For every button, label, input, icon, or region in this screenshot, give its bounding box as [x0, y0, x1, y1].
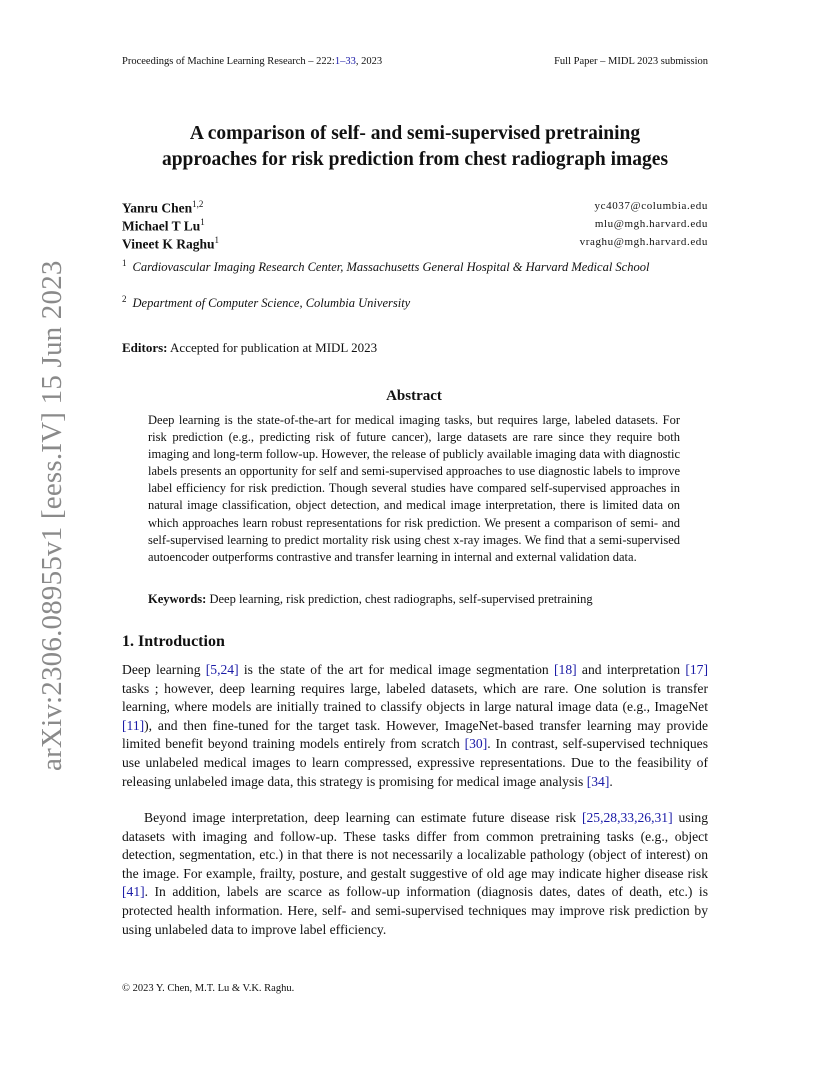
author-name: Michael T Lu$^1$ [122, 217, 205, 234]
author-name: Yanru Chen$^{1,2}$ [122, 199, 204, 216]
editors-text: Accepted for publication at MIDL 2023 [170, 340, 378, 355]
keywords [148, 592, 708, 607]
arxiv-identifier-stamp: arXiv:2306.08955v1 [eess.IV] 15 Jun 2023 [36, 260, 68, 771]
abstract-body: Deep learning is the state-of-the-art for medical imaging tasks, but requires large, labeled datasets. For risk prediction (e.g., predicting risk of future cancer), large datasets are rare since they require both imaging and long-term follow-up. However, the release of publicly available imaging data with diagnostic labels presents an opportunity for self and semi-supervised approaches to use diagnostic labels to improve label efficiency for risk prediction. Though several studies have compared self-supervised approaches in natural image classification, object detection, and medical image interpretation, there is limited data on which approaches learn robust representations for risk prediction. We present a comparison of semi- and self-supervised learning to predict mortality risk using chest x-ray images. We find that a semi-supervised autoencoder outperforms contrastive and transfer learning in internal and external validation data. [148, 413, 680, 564]
author-name: Vineet K Raghu$^1$ [122, 235, 220, 252]
citation-link[interactable]: [41] [122, 884, 145, 900]
title-line-2: approaches for risk prediction from chest radiograph images [161, 149, 669, 170]
affiliation-text: Cardiovascular Imaging Research Center, Massachusetts General Hospital & Harvard Medical School [132, 260, 650, 275]
copyright-footer: © 2023 Y. Chen, M.T. Lu & V.K. Raghu. [122, 983, 295, 994]
author-row [122, 199, 708, 217]
affiliation [122, 254, 708, 276]
author-affiliation-marker: 1,2 [192, 199, 204, 209]
affiliation-number: 1 [122, 258, 127, 268]
author-email[interactable]: mlu@mgh.harvard.edu [594, 218, 708, 230]
citation-link[interactable]: [18] [554, 662, 577, 677]
affiliation [122, 290, 708, 312]
citation-link[interactable]: [17] [685, 662, 708, 677]
keywords-list: Deep learning, risk prediction, chest radiographs, self-supervised pretraining [209, 592, 593, 606]
keywords-label: Keywords: [148, 592, 207, 606]
author-email[interactable]: yc4037@columbia.edu [594, 200, 708, 212]
author-row [122, 217, 708, 235]
page-range-link[interactable]: 1–33 [334, 56, 356, 67]
abstract-heading: Abstract [386, 388, 442, 404]
citation-link[interactable]: [25,28,33,26,31] [581, 810, 673, 825]
author-email[interactable]: vraghu@mgh.harvard.edu [579, 236, 708, 248]
author-affiliation-marker: 1 [214, 235, 220, 245]
paper-title [100, 121, 730, 173]
citation-link[interactable]: [5,24] [205, 662, 239, 677]
author-row [122, 235, 708, 253]
citation-link[interactable]: [34] [586, 773, 610, 789]
title-line-1: A comparison of self- and semi-supervised pretraining [189, 123, 641, 144]
affiliation-number: 2 [122, 294, 127, 304]
citation-link[interactable]: [11] [122, 717, 145, 733]
submission-type: Full Paper – MIDL 2023 submission [554, 56, 708, 67]
section-heading-introduction: 1. Introduction [122, 633, 225, 650]
editors-note [122, 340, 377, 356]
author-affiliation-marker: 1 [200, 217, 205, 227]
intro-paragraph-1: Deep learning [5,24] is the state of the art for medical image segmentation [18] and interpretation [17] tasks ; however, deep learning requires large, labeled datasets, which are rare. One solution is transfer learning, where models are initially trained to classify objects in large natural image data (e.g., ImageNet [11]), and then fine-tuned for the target task. However, ImageNet-based transfer learning may provide limited benefit beyond training models entirely from scratch [30]. In contrast, self-supervised techniques use unlabeled medical images to learn compressed, expressive representations. Due to the feasibility of releasing unlabeled image data, this strategy is promising for medical image analysis [34]. [122, 662, 708, 789]
editors-label: Editors: [122, 340, 168, 355]
proceedings-reference: Proceedings of Machine Learning Research – 222:1–33, 2023 [122, 56, 383, 67]
affiliation-text: Department of Computer Science, Columbia University [132, 296, 411, 311]
citation-link[interactable]: [30] [464, 736, 488, 752]
intro-paragraph-2: Beyond image interpretation, deep learning can estimate future disease risk [25,28,33,26,31] using datasets with imaging and follow-up. These tasks differ from common pretraining tasks (e.g., object detection, segmentation, etc.) in that there is not necessarily a localizable pathology (object of interest) on the image. For example, frailty, posture, and gestalt suggestive of old age may indicate higher disease risk [41]. In addition, labels are scarce as follow-up information (diagnosis dates, dates of death, etc.) is protected health information. Here, self- and semi-supervised techniques may improve risk prediction by using unlabeled data to improve label efficiency. [122, 810, 709, 937]
